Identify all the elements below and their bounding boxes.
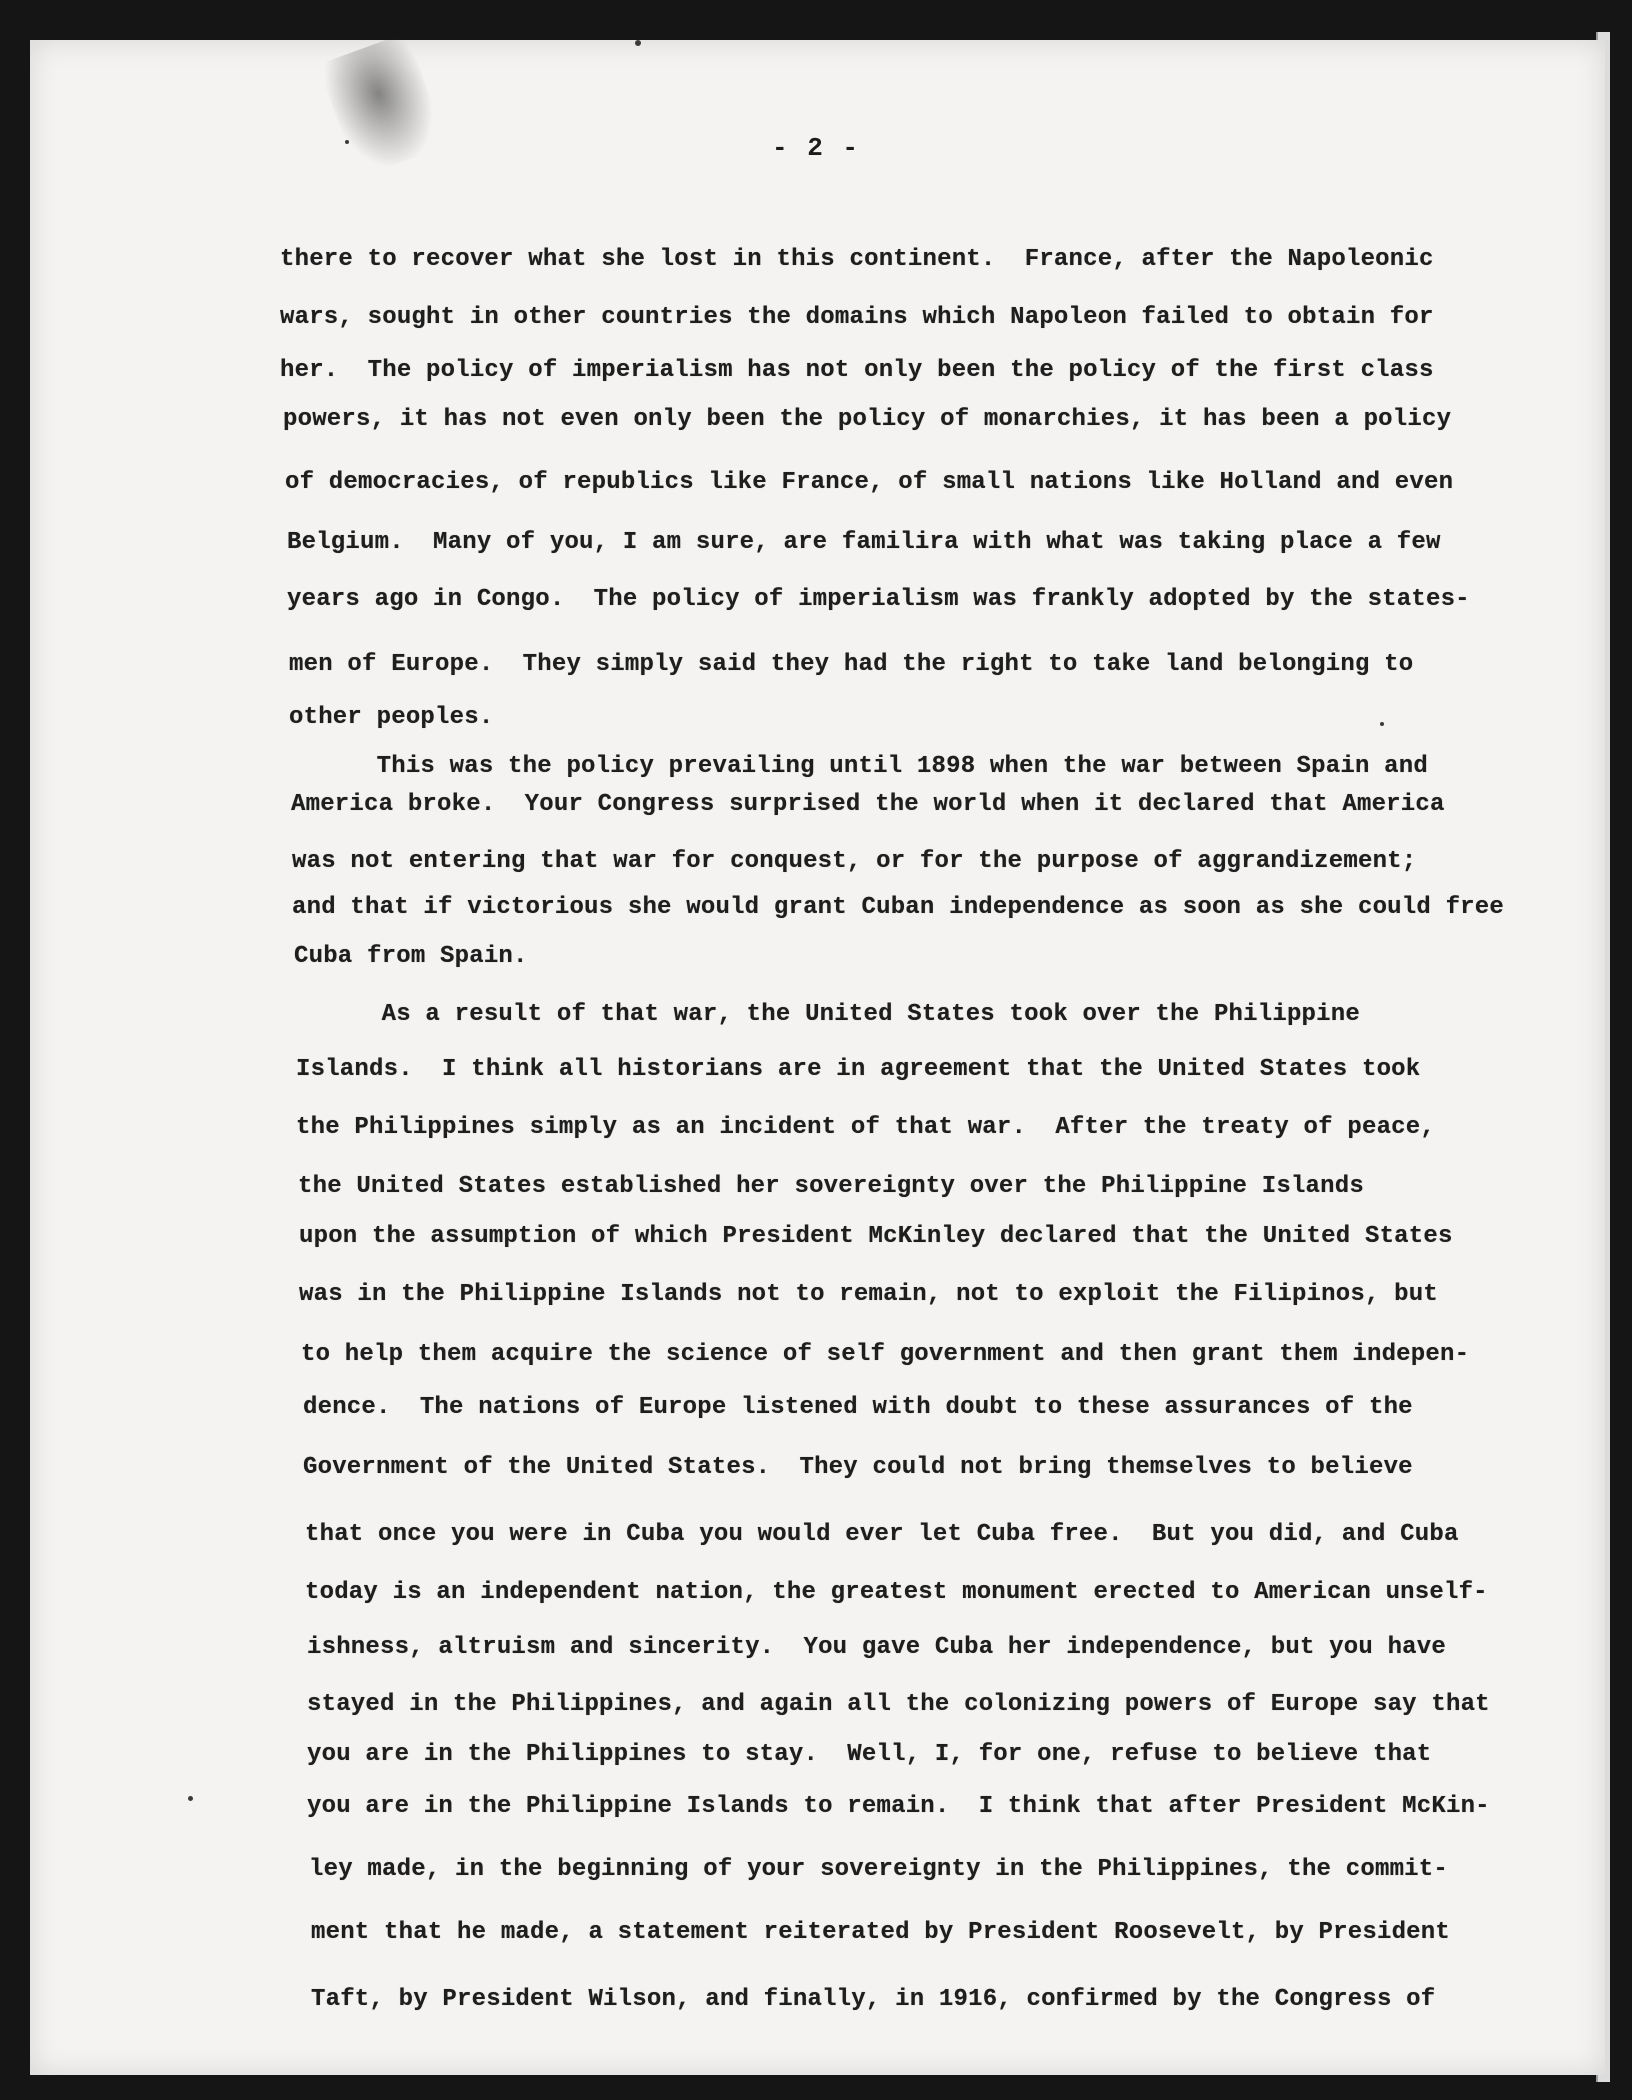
text-line: stayed in the Philippines, and again all the colonizing powers of Europe say that [307, 1691, 1490, 1718]
text-line: Taft, by President Wilson, and finally, in 1916, confirmed by the Congress of [311, 1986, 1436, 2013]
page-number: - 2 - [771, 133, 860, 163]
text-line: ment that he made, a statement reiterated by President Roosevelt, by President [311, 1919, 1450, 1946]
text-line: of democracies, of republics like France, of small nations like Holland and even [285, 469, 1454, 496]
text-line: powers, it has not even only been the policy of monarchies, it has been a policy [283, 406, 1452, 433]
text-line: you are in the Philippine Islands to remain. I think that after President McKin- [307, 1793, 1490, 1820]
text-line: As a result of that war, the United States took over the Philippine [294, 1001, 1360, 1028]
text-line: years ago in Congo. The policy of imperialism was frankly adopted by the states- [287, 586, 1470, 613]
text-line: wars, sought in other countries the domains which Napoleon failed to obtain for [280, 304, 1434, 331]
text-line: to help them acquire the science of self government and then grant them indepen- [301, 1341, 1470, 1368]
text-line: the United States established her sovereignty over the Philippine Islands [298, 1173, 1364, 1200]
text-line: today is an independent nation, the greatest monument erected to American unself- [305, 1579, 1488, 1606]
text-line: the Philippines simply as an incident of that war. After the treaty of peace, [296, 1114, 1435, 1141]
text-line: other peoples. [289, 704, 494, 731]
text-line: This was the policy prevailing until 1898 when the war between Spain and [289, 753, 1428, 780]
text-line: ley made, in the beginning of your sovereignty in the Philippines, the commit- [309, 1856, 1448, 1883]
text-line: there to recover what she lost in this continent. France, after the Napoleonic [280, 246, 1434, 273]
text-line: America broke. Your Congress surprised the world when it declared that America [291, 791, 1445, 818]
text-line: Islands. I think all historians are in agreement that the United States took [296, 1056, 1421, 1083]
text-line: Government of the United States. They could not bring themselves to believe [303, 1454, 1413, 1481]
text-line: Belgium. Many of you, I am sure, are familira with what was taking place a few [287, 529, 1441, 556]
text-line: you are in the Philippines to stay. Well, I, for one, refuse to believe that [307, 1741, 1432, 1768]
text-line: ishness, altruism and sincerity. You gave Cuba her independence, but you have [307, 1634, 1446, 1661]
text-line: that once you were in Cuba you would ever let Cuba free. But you did, and Cuba [305, 1521, 1459, 1548]
text-line: upon the assumption of which President McKinley declared that the United States [299, 1223, 1453, 1250]
text-line: Cuba from Spain. [294, 943, 528, 970]
text-line: her. The policy of imperialism has not only been the policy of the first class [280, 357, 1434, 384]
text-line: dence. The nations of Europe listened with doubt to these assurances of the [303, 1394, 1413, 1421]
text-line: men of Europe. They simply said they had the right to take land belonging to [289, 651, 1414, 678]
text-line: was in the Philippine Islands not to remain, not to exploit the Filipinos, but [299, 1281, 1438, 1308]
text-line: and that if victorious she would grant Cuban independence as soon as she could free [292, 894, 1504, 921]
text-line: was not entering that war for conquest, or for the purpose of aggrandizement; [292, 848, 1417, 875]
